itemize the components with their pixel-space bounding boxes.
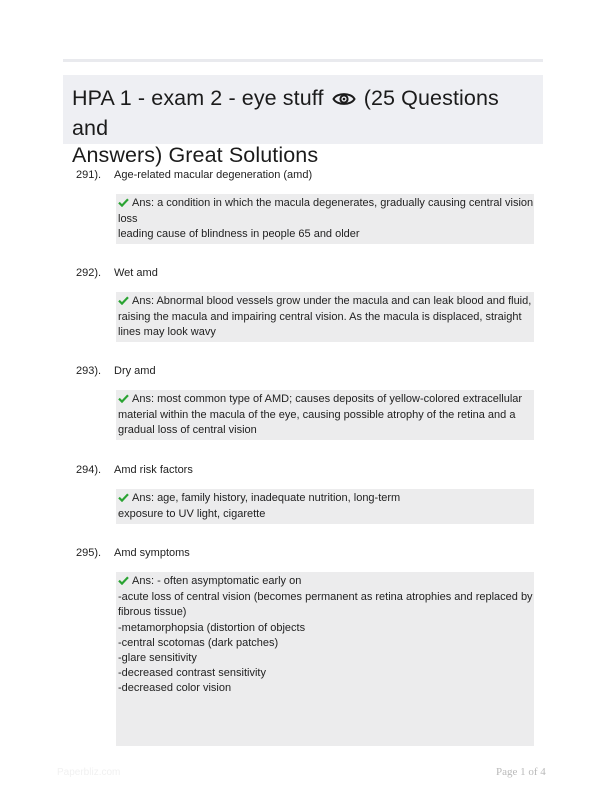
answer-line: -acute loss of central vision (becomes permanent as retina atrophies and replaced by <box>118 591 533 604</box>
question-text: Amd symptoms <box>114 547 190 559</box>
answer-box <box>116 390 534 440</box>
question-number: 294). <box>76 464 102 476</box>
eye-icon <box>332 88 356 115</box>
answer-line: material within the macula of the eye, causing possible atrophy of the retina and a <box>118 409 516 422</box>
check-icon <box>118 393 129 408</box>
answer-line: exposure to UV light, cigarette <box>118 508 266 521</box>
answer-line: Ans: Abnormal blood vessels grow under the macula and can leak blood and fluid, <box>118 294 528 310</box>
title-text-c: Answers) Great Solutions <box>72 143 319 167</box>
question-number: 293). <box>76 365 102 377</box>
answer-line: Ans: - often asymptomatic early on <box>118 574 528 590</box>
answer-line: leading cause of blindness in people 65 and older <box>118 228 360 241</box>
question-text: Amd risk factors <box>114 464 193 476</box>
answer-box <box>116 572 534 746</box>
answer-line: lines may look wavy <box>118 326 216 339</box>
answer-box <box>116 194 534 244</box>
question-text: Dry amd <box>114 365 156 377</box>
question-number: 295). <box>76 547 102 559</box>
answer-line: Ans: age, family history, inadequate nutrition, long-term <box>118 491 528 507</box>
answer-line: fibrous tissue) <box>118 606 187 619</box>
document-title <box>72 85 533 169</box>
answer-box <box>116 292 534 342</box>
answer-line: Ans: a condition in which the macula degenerates, gradually causing central vision <box>118 196 528 212</box>
answer-line: -metamorphopsia (distortion of objects <box>118 621 306 634</box>
title-text-a: HPA 1 - exam 2 - eye stuff <box>72 86 324 110</box>
check-icon <box>118 575 129 590</box>
top-divider <box>63 59 543 62</box>
answer-line: gradual loss of central vision <box>118 424 257 437</box>
title-box <box>63 75 543 167</box>
question-number: 292). <box>76 267 102 279</box>
title-text-b: (25 Questions and <box>72 86 499 140</box>
answer-line: -decreased color vision <box>118 682 232 695</box>
page-number: Page 1 of 4 <box>496 766 546 778</box>
check-icon <box>118 197 129 212</box>
watermark-text: Paperbliz.com <box>57 767 121 778</box>
answer-line: Ans: most common type of AMD; causes deposits of yellow-colored extracellular <box>118 392 528 408</box>
answer-line: loss <box>118 213 138 226</box>
answer-line: -decreased contrast sensitivity <box>118 667 266 680</box>
check-icon <box>118 492 129 507</box>
answer-line: raising the macula and impairing central vision. As the macula is displaced, straight <box>118 311 522 324</box>
answer-line: -glare sensitivity <box>118 652 197 665</box>
check-icon <box>118 295 129 310</box>
answer-line: -central scotomas (dark patches) <box>118 636 279 649</box>
question-text: Wet amd <box>114 267 158 279</box>
question-number: 291). <box>76 169 102 181</box>
question-text: Age-related macular degeneration (amd) <box>114 169 313 181</box>
answer-box <box>116 489 534 524</box>
